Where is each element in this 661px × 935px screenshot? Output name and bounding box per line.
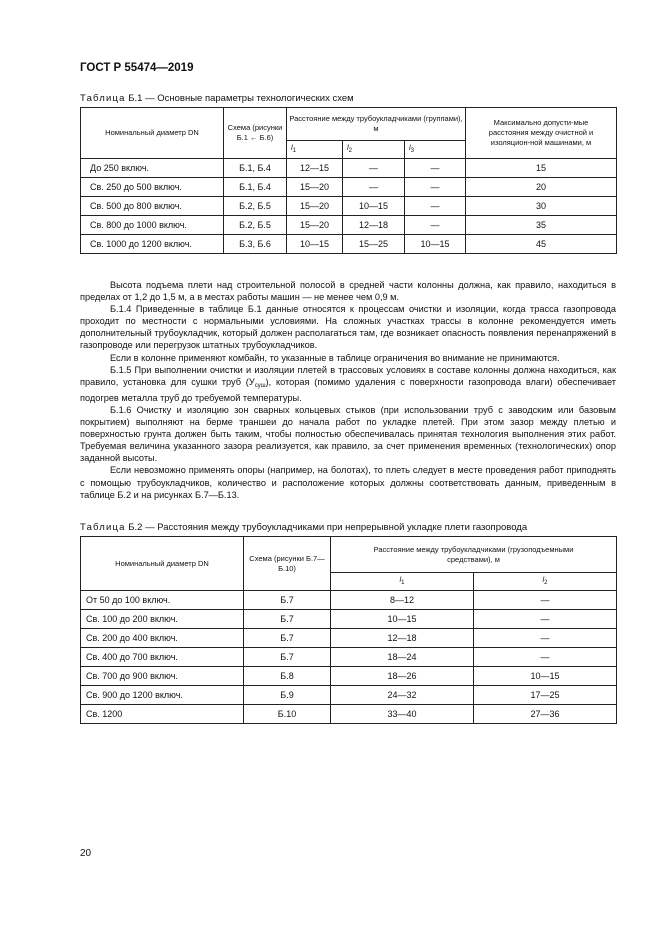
paragraph: Высота подъема плети над строительной полосой в средней части колонны должна, как правило, находиться в пределах от 1,2 до 1,5 м, а в местах работы машин — не менее чем 0,9 м.: [80, 280, 616, 303]
table-cell: Б.7: [244, 629, 331, 648]
table-row: [81, 610, 617, 629]
table-cell: Св. 900 до 1200 включ.: [81, 686, 244, 705]
table-cell: Б.1, Б.4: [224, 178, 287, 197]
table2-caption: [80, 522, 527, 533]
table-cell: Св. 100 до 200 включ.: [81, 610, 244, 629]
table-cell: 17—25: [474, 686, 617, 705]
table-cell: 15—25: [343, 235, 405, 254]
table-cell: Б.8: [244, 667, 331, 686]
table-cell: 15: [466, 159, 617, 178]
table-cell: Св. 800 до 1000 включ.: [81, 216, 224, 235]
table2-header-diameter: Номинальный диаметр DN: [81, 537, 244, 591]
table1-header-diameter: Номинальный диаметр DN: [81, 108, 224, 159]
table-cell: 15—20: [287, 216, 343, 235]
table2-header-distance: Расстояние между трубоукладчиками (грузоподъемными средствами), м: [331, 537, 617, 573]
table-cell: —: [405, 197, 466, 216]
table-cell: —: [405, 216, 466, 235]
table-cell: 45: [466, 235, 617, 254]
table-row: [81, 629, 617, 648]
table-cell: Б.7: [244, 648, 331, 667]
table1-caption: [80, 93, 354, 104]
page-number: 20: [80, 848, 92, 859]
table-cell: Б.2, Б.5: [224, 197, 287, 216]
table-cell: —: [343, 159, 405, 178]
table-b2: [80, 536, 617, 724]
paragraph: Б.1.5 При выполнении очистки и изоляции плетей в трассовых условиях в составе колонны должна находиться, как правило, установка для сушки труб $(У_{суш})$, которая (помимо удаления с поверхности газопровода влаги) обеспечивает подогрев металла труб до требуемой температуры.: [80, 364, 616, 403]
table-cell: —: [474, 591, 617, 610]
table-cell: Св. 200 до 400 включ.: [81, 629, 244, 648]
table-cell: —: [405, 159, 466, 178]
table-cell: 10—15: [474, 667, 617, 686]
table-cell: 30: [466, 197, 617, 216]
table2-header-l2: $l_2$: [474, 573, 617, 591]
table-cell: 15—20: [287, 197, 343, 216]
table-cell: 18—24: [331, 648, 474, 667]
table-row: [81, 235, 617, 254]
table-row: [81, 705, 617, 724]
table-row: [81, 216, 617, 235]
table-cell: —: [343, 178, 405, 197]
table-cell: Св. 1200: [81, 705, 244, 724]
table-cell: 10—15: [343, 197, 405, 216]
table-row: [81, 686, 617, 705]
table-cell: Б.3, Б.6: [224, 235, 287, 254]
table-cell: 12—18: [331, 629, 474, 648]
table1-header-l1: $l_1$: [287, 141, 343, 159]
table-cell: Б.2, Б.5: [224, 216, 287, 235]
table-cell: Б.1, Б.4: [224, 159, 287, 178]
table1-header-max-distance: Максимально допусти-мые расстояния между очистной и изоляцион-ной машинами, м: [466, 108, 617, 159]
table2-caption-text: Б.2 — Расстояния между трубоукладчиками при непрерывной укладке плети газопровода: [125, 522, 528, 533]
table-cell: Св. 700 до 900 включ.: [81, 667, 244, 686]
table-cell: Б.10: [244, 705, 331, 724]
table-cell: 10—15: [287, 235, 343, 254]
table-cell: 20: [466, 178, 617, 197]
table-cell: Св. 1000 до 1200 включ.: [81, 235, 224, 254]
table-row: [81, 178, 617, 197]
table-row: [81, 197, 617, 216]
table-cell: До 250 включ.: [81, 159, 224, 178]
table2-header-l1: $l_1$: [331, 573, 474, 591]
table1-caption-label: Таблица: [80, 93, 126, 104]
table-cell: 15—20: [287, 178, 343, 197]
table-row: [81, 648, 617, 667]
table-cell: 10—15: [405, 235, 466, 254]
table-cell: 35: [466, 216, 617, 235]
table-cell: 27—36: [474, 705, 617, 724]
table-cell: Б.7: [244, 610, 331, 629]
table-cell: Б.9: [244, 686, 331, 705]
table-cell: 12—18: [343, 216, 405, 235]
table-cell: 10—15: [331, 610, 474, 629]
table-cell: —: [474, 629, 617, 648]
table-cell: —: [474, 648, 617, 667]
table-row: [81, 667, 617, 686]
table-cell: Св. 250 до 500 включ.: [81, 178, 224, 197]
table-cell: 33—40: [331, 705, 474, 724]
table1-header-l3: $l_3$: [405, 141, 466, 159]
table-cell: Св. 400 до 700 включ.: [81, 648, 244, 667]
paragraph: Б.1.6 Очистку и изоляцию зон сварных кольцевых стыков (при использовании труб с заводским или базовым покрытием) выполняют на берме траншеи до начала работ по укладке плетей. При этом зазор между плетью и поверхностью грунта должен быть таким, чтобы полностью обеспечивалась принятая технология выполнения этих работ. Требуемая величина указанного зазора реализуется, как правило, за счет применения временных (технологических) опор заданной высоты.: [80, 404, 616, 464]
table2-header-scheme: Схема (рисунки Б.7—Б.10): [244, 537, 331, 591]
paragraph: Если в колонне применяют комбайн, то указанные в таблице ограничения во внимание не принимаются.: [110, 352, 560, 363]
table-cell: 24—32: [331, 686, 474, 705]
table-cell: Б.7: [244, 591, 331, 610]
paragraph: Б.1.4 Приведенные в таблице Б.1 данные относятся к процессам очистки и изоляции, когда трасса газопровода проходит по местности с нормальными условиями. На сложных участках трассы в колонне рекомендуется иметь дополнительный трубоукладчик, который должен располагаться там, где возникает опасность появления перенапряжений в газопроводе или перегрузок штатных трубоукладчиков.: [80, 304, 616, 351]
document-header: ГОСТ Р 55474—2019: [80, 62, 194, 74]
table1-header-distance: Расстояние между трубоукладчиками (группами), м: [287, 108, 466, 141]
paragraph: Если невозможно применять опоры (например, на болотах), то плеть следует в месте проведения работ приподнять с помощью трубоукладчиков, количество и расположение которых должны соответствовать данным, приведенным в таблице Б.2 и на рисунках Б.7—Б.13.: [80, 465, 616, 500]
table2-caption-label: Таблица: [80, 522, 126, 533]
table-cell: 12—15: [287, 159, 343, 178]
table-b1: [80, 107, 617, 254]
table1-header-l2: $l_2$: [343, 141, 405, 159]
table-cell: —: [474, 610, 617, 629]
table-cell: Св. 500 до 800 включ.: [81, 197, 224, 216]
table-row: [81, 591, 617, 610]
body-text: [80, 279, 616, 501]
table-cell: От 50 до 100 включ.: [81, 591, 244, 610]
table-cell: 18—26: [331, 667, 474, 686]
table1-caption-text: Б.1 — Основные параметры технологических схем: [125, 93, 354, 104]
table-cell: —: [405, 178, 466, 197]
table-row: [81, 159, 617, 178]
table-cell: 8—12: [331, 591, 474, 610]
table1-header-scheme: Схема (рисунки Б.1 ← Б.6): [224, 108, 287, 159]
